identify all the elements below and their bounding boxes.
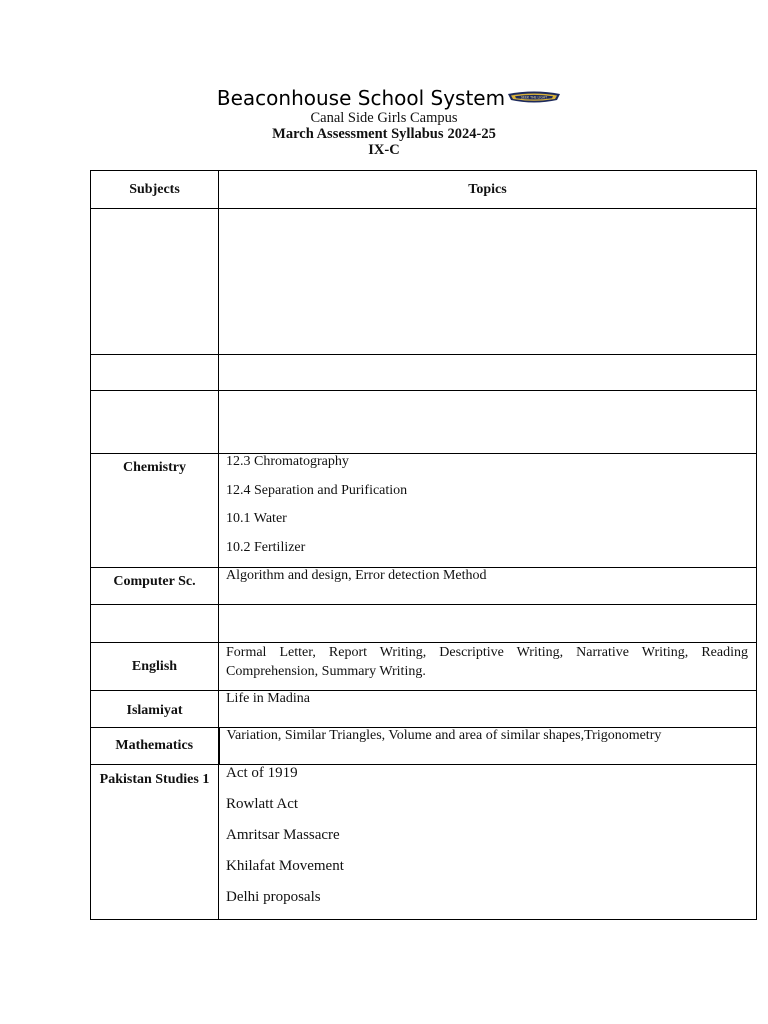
school-name: Beaconhouse School System — [216, 86, 506, 110]
topic-item: 12.4 Separation and Purification — [226, 482, 408, 498]
topics-mathematics: Variation, Similar Triangles, Volume and area of similar shapes,Trigonometry — [219, 728, 757, 765]
school-logo-banner-icon — [507, 88, 561, 108]
empty-cell — [219, 605, 757, 643]
empty-cell — [219, 391, 757, 454]
empty-cell — [91, 391, 219, 454]
table-row-empty — [91, 391, 757, 454]
table-row-empty — [91, 605, 757, 643]
subject-chemistry: Chemistry — [91, 454, 219, 568]
table-row-pakistan-studies — [91, 765, 757, 920]
subject-islamiyat: Islamiyat — [91, 691, 219, 728]
topic-item: Khilafat Movement — [226, 858, 344, 874]
school-line — [10, 86, 768, 110]
campus-name: Canal Side Girls Campus — [310, 110, 458, 126]
topics-islamiyat: Life in Madina — [219, 691, 757, 728]
title-text: March Assessment Syllabus — [272, 126, 444, 142]
topic-item: 10.2 Fertilizer — [226, 539, 306, 555]
topic-item: Delhi proposals — [226, 889, 321, 905]
subject-mathematics: Mathematics — [91, 728, 219, 765]
topic-item: 12.3 Chromatography — [226, 454, 349, 469]
logo-motto: SEEK THE LIGHT — [521, 95, 548, 100]
topics-pakistan-studies — [219, 765, 757, 920]
empty-cell — [91, 355, 219, 391]
syllabus-table — [90, 170, 757, 920]
class-name: IX-C — [368, 142, 400, 158]
topics-header: Topics — [219, 171, 757, 209]
topics-chemistry — [219, 454, 757, 568]
topic-item: Amritsar Massacre — [226, 827, 340, 843]
topic-item: Rowlatt Act — [226, 796, 299, 812]
table-row-english — [91, 643, 757, 691]
table-row-computer — [91, 568, 757, 605]
table-row-islamiyat — [91, 691, 757, 728]
subject-pakistan-studies: Pakistan Studies 1 — [91, 765, 219, 920]
empty-cell — [219, 209, 757, 355]
topics-english: Formal Letter, Report Writing, Descriptive Writing, Narrative Writing, Reading Comprehension, Summary Writing. — [219, 643, 757, 691]
academic-year: 2024-25 — [447, 126, 496, 142]
table-row-mathematics — [91, 728, 757, 765]
document-header — [0, 86, 768, 158]
subject-english: English — [91, 643, 219, 691]
document-title — [0, 126, 768, 142]
table-row-chemistry — [91, 454, 757, 568]
topic-item: Act of 1919 — [226, 765, 298, 781]
empty-cell — [91, 605, 219, 643]
table-row-empty — [91, 355, 757, 391]
empty-cell — [219, 355, 757, 391]
table-header-row — [91, 171, 757, 209]
topic-item: 10.1 Water — [226, 511, 287, 526]
subject-computer: Computer Sc. — [91, 568, 219, 605]
subjects-header: Subjects — [91, 171, 219, 209]
topics-computer: Algorithm and design, Error detection Method — [219, 568, 757, 605]
empty-cell — [91, 209, 219, 355]
table-row-empty — [91, 209, 757, 355]
